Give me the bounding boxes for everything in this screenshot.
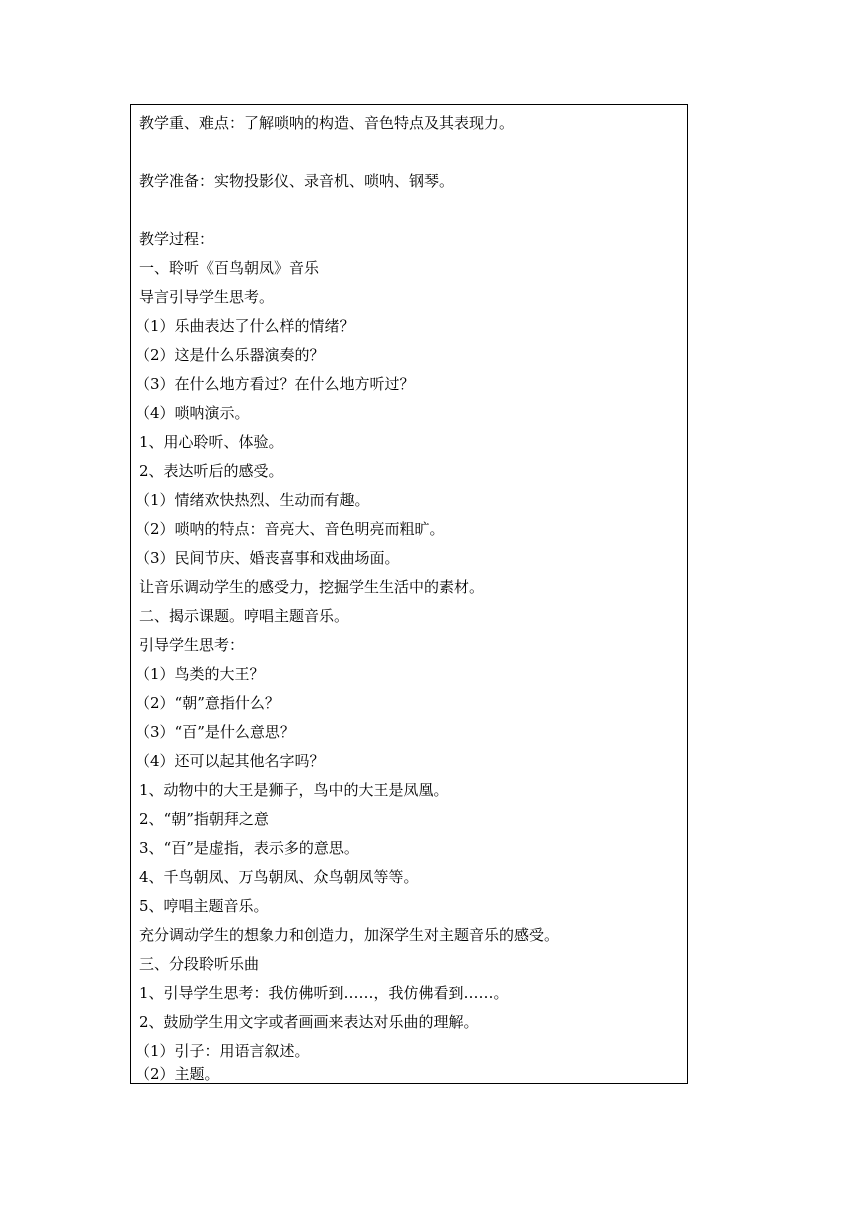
list-item: （3）“百”是什么意思？ <box>135 723 295 741</box>
list-item: 4、千鸟朝凤、万鸟朝凤、众鸟朝凤等等。 <box>139 868 419 886</box>
list-item: （2）“朝”意指什么？ <box>135 694 280 712</box>
list-item: （1）引子：用语言叙述。 <box>135 1042 310 1060</box>
list-item: （2）这是什么乐器演奏的？ <box>135 346 325 364</box>
list-item: （1）乐曲表达了什么样的情绪？ <box>135 317 355 335</box>
text-line: 引导学生思考： <box>139 636 245 654</box>
section-heading: 二、揭示课题。哼唱主题音乐。 <box>139 607 350 625</box>
teaching-preparation: 教学准备：实物投影仪、录音机、唢呐、钢琴。 <box>139 172 455 190</box>
list-item: 2、表达听后的感受。 <box>139 462 284 480</box>
key-difficult-points: 教学重、难点：了解唢呐的构造、音色特点及其表现力。 <box>139 114 515 132</box>
list-item: 1、动物中的大王是狮子，鸟中的大王是凤凰。 <box>139 781 449 799</box>
list-item: 5、哼唱主题音乐。 <box>139 897 269 915</box>
list-item: （2）主题。 <box>135 1065 220 1083</box>
process-heading: 教学过程： <box>139 230 215 248</box>
list-item: 1、用心聆听、体验。 <box>139 433 284 451</box>
list-item: 1、引导学生思考：我仿佛听到……，我仿佛看到……。 <box>139 984 509 1002</box>
list-item: （3）在什么地方看过？在什么地方听过？ <box>135 375 415 393</box>
text-line: 让音乐调动学生的感受力，挖掘学生生活中的素材。 <box>139 578 485 596</box>
text-line: 充分调动学生的想象力和创造力，加深学生对主题音乐的感受。 <box>139 926 560 944</box>
list-item: （1）鸟类的大王？ <box>135 665 265 683</box>
lesson-plan-table-cell <box>130 104 688 1084</box>
list-item: （4）唢呐演示。 <box>135 404 250 422</box>
list-item: （3）民间节庆、婚丧喜事和戏曲场面。 <box>135 549 400 567</box>
list-item: 2、“朝”指朝拜之意 <box>139 810 269 828</box>
text-line: 导言引导学生思考。 <box>139 288 275 306</box>
list-item: 2、鼓励学生用文字或者画画来表达对乐曲的理解。 <box>139 1013 479 1031</box>
section-heading: 三、分段聆听乐曲 <box>139 955 260 973</box>
list-item: （4）还可以起其他名字吗？ <box>135 752 325 770</box>
section-heading: 一、聆听《百鸟朝凤》音乐 <box>139 259 320 277</box>
list-item: 3、“百”是虚指，表示多的意思。 <box>139 839 359 857</box>
list-item: （1）情绪欢快热烈、生动而有趣。 <box>135 491 370 509</box>
list-item: （2）唢呐的特点：音亮大、音色明亮而粗旷。 <box>135 520 445 538</box>
